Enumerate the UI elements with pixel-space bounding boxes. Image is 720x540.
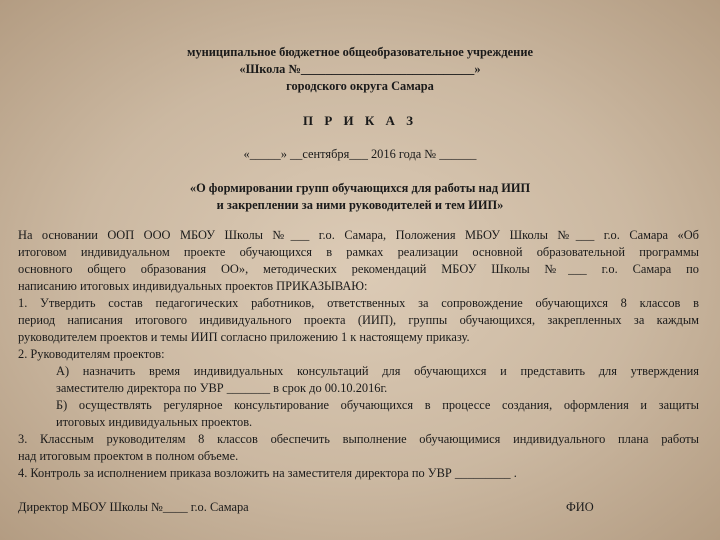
item-4: 4. Контроль за исполнением приказа возложить на заместителя директора по УВР _________ . — [18, 466, 517, 480]
item-3-line-1: 3. Классным руководителям 8 классов обеспечить выполнение обучающимися индивидуального плана работы — [18, 432, 699, 446]
item-2a-line-1: А) назначить время индивидуальных консультаций для обучающихся и представить для утверждения — [56, 364, 699, 378]
institution-line-3: городского округа Самара — [286, 79, 434, 93]
order-subject-line-1: «О формировании групп обучающихся для работы над ИИП — [189, 181, 531, 195]
item-1-line-3: руководителем проектов и темы ИИП согласно приложению 1 к настоящему приказу. — [18, 330, 470, 344]
institution-line-2: «Школа №____________________________» — [239, 62, 481, 76]
signature-position: Директор МБОУ Школы №____ г.о. Самара — [18, 500, 249, 514]
item-1-line-1: 1. Утвердить состав педагогических работников, ответственных за сопровождение обучающихся 8 классов в — [18, 296, 699, 310]
paragraph-1-line-4: написанию итоговых индивидуальных проектов ПРИКАЗЫВАЮ: — [18, 279, 368, 293]
order-title: П Р И К А З — [302, 113, 418, 128]
paragraph-1-line-3: основного общего образования ОО», методических рекомендаций МБОУ Школы №___ г.о. Самара по — [18, 262, 699, 276]
order-date-line: «_____» __сентября___ 2016 года № ______ — [243, 147, 477, 161]
item-1-line-2: период написания итогового индивидуального проекта (ИИП), группы обучающихся, закрепленных за каждым — [18, 313, 699, 327]
paragraph-1-line-1: На основании ООП ООО МБОУ Школы №___ г.о. Самара, Положения МБОУ Школы №___ г.о. Самара «Об — [18, 228, 699, 242]
item-2a-line-2: заместителю директора по УВР _______ в срок до 00.10.2016г. — [56, 381, 388, 395]
item-2b-line-2: итоговых индивидуальных проектов. — [56, 415, 253, 429]
order-subject-line-2: и закреплении за ними руководителей и тем ИИП» — [216, 198, 504, 212]
item-3-line-2: над итоговым проектом в полном объеме. — [18, 449, 239, 463]
signature-name: ФИО — [566, 500, 594, 514]
institution-line-1: муниципальное бюджетное общеобразовательное учреждение — [187, 45, 533, 59]
item-2b-line-1: Б) осуществлять регулярное консультирование обучающихся в процессе создания, оформления и защиты — [56, 398, 699, 412]
item-2-title: 2. Руководителям проектов: — [18, 347, 165, 361]
paragraph-1-line-2: итоговом индивидуальном проекте обучающихся в рамках реализации основной образовательной программы — [18, 245, 699, 259]
